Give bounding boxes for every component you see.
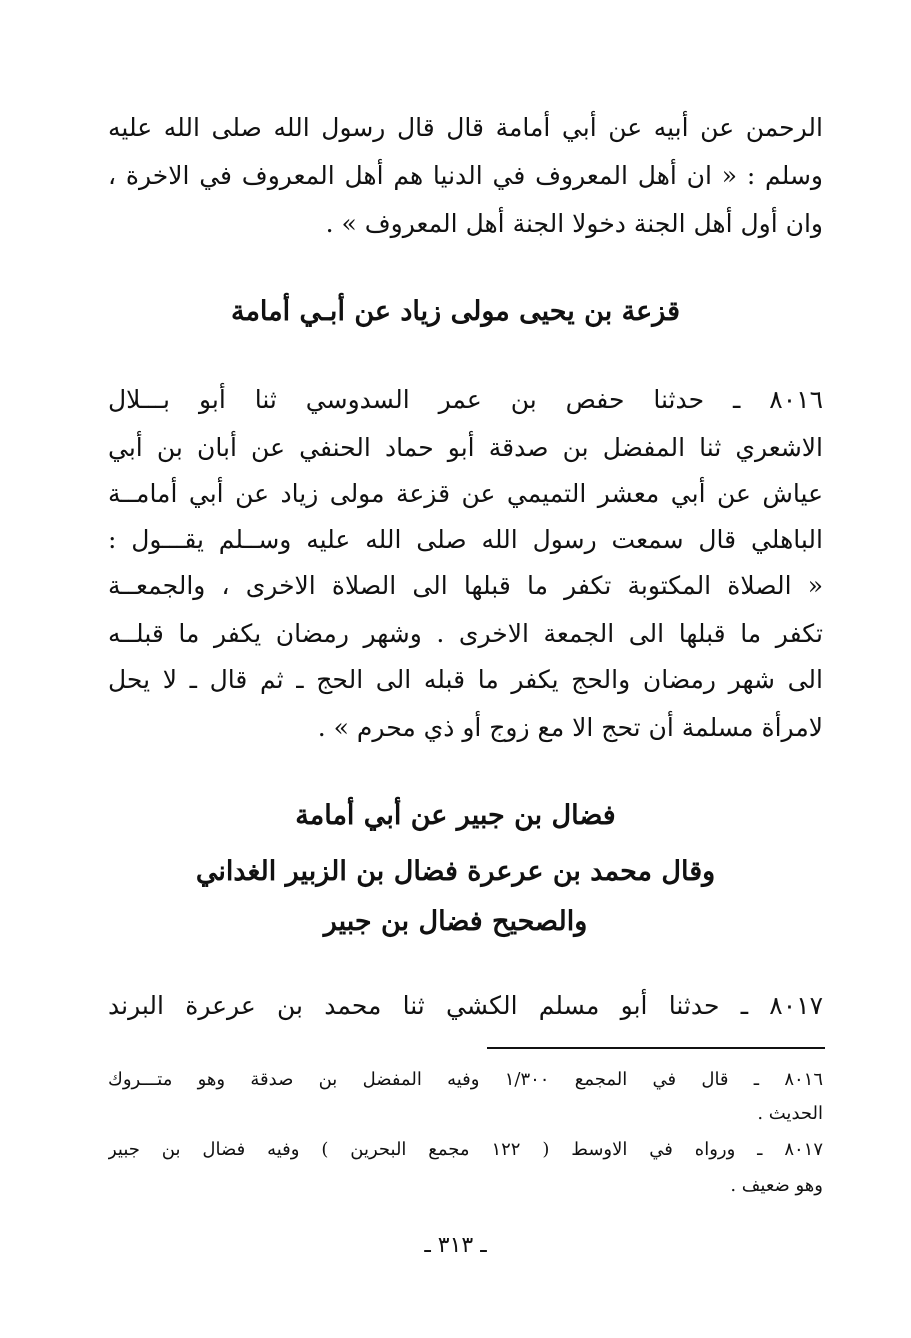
text-line: وسلم : « ان أهل المعروف في الدنيا هم أهل المعروف في الاخرة ، xyxy=(108,161,823,190)
footnote-divider xyxy=(487,1047,825,1049)
section-heading: والصحيح فضال بن جبير xyxy=(323,906,588,937)
hadith-line: لامرأة مسلمة أن تحج الا مع زوج أو ذي محرم » . xyxy=(317,713,823,742)
footnote-line: وهو ضعيف . xyxy=(730,1175,823,1196)
hadith-line: الاشعري ثنا المفضل بن صدقة أبو حماد الحنفي عن أبان بن أبي xyxy=(108,433,823,462)
text-line: الرحمن عن أبيه عن أبي أمامة قال قال رسول الله صلى الله عليه xyxy=(108,113,823,142)
hadith-line: الى شهر رمضان والحج يكفر ما قبله الى الحج ـ ثم قال ـ لا يحل xyxy=(108,665,823,694)
section-heading: قزعة بن يحيى مولى زياد عن أبـي أمامة xyxy=(230,296,681,327)
text-line: وان أول أهل الجنة دخولا الجنة أهل المعروف » . xyxy=(325,209,823,238)
section-heading: فضال بن جبير عن أبي أمامة xyxy=(295,800,616,831)
page-number: ـ ٣١٣ ـ xyxy=(424,1233,487,1258)
section-heading: وقال محمد بن عرعرة فضال بن الزبير الغداني xyxy=(195,856,716,887)
footnote-line: ٨٠١٦ ـ قال في المجمع ١/٣٠٠ وفيه المفضل بن صدقة وهو متـــروك xyxy=(108,1069,823,1090)
hadith-line: ٨٠١٦ ـ حدثنا حفص بن عمر السدوسي ثنا أبو بـــلال xyxy=(108,385,823,414)
hadith-line: ٨٠١٧ ـ حدثنا أبو مسلم الكشي ثنا محمد بن عرعرة البرند xyxy=(108,991,823,1020)
hadith-line: عياش عن أبي معشر التميمي عن قزعة مولى زياد عن أبي أمامــة xyxy=(108,479,823,508)
footnote-line: الحديث . xyxy=(757,1103,823,1124)
hadith-line: « الصلاة المكتوبة تكفر ما قبلها الى الصلاة الاخرى ، والجمعــة xyxy=(108,571,823,600)
hadith-line: تكفر ما قبلها الى الجمعة الاخرى . وشهر رمضان يكفر ما قبلــه xyxy=(108,619,823,648)
footnote-line: ٨٠١٧ ـ ورواه في الاوسط ( ١٢٢ مجمع البحرين ) وفيه فضال بن جبير xyxy=(108,1139,823,1160)
hadith-line: الباهلي قال سمعت رسول الله صلى الله عليه وســلم يقـــول : xyxy=(108,525,823,554)
